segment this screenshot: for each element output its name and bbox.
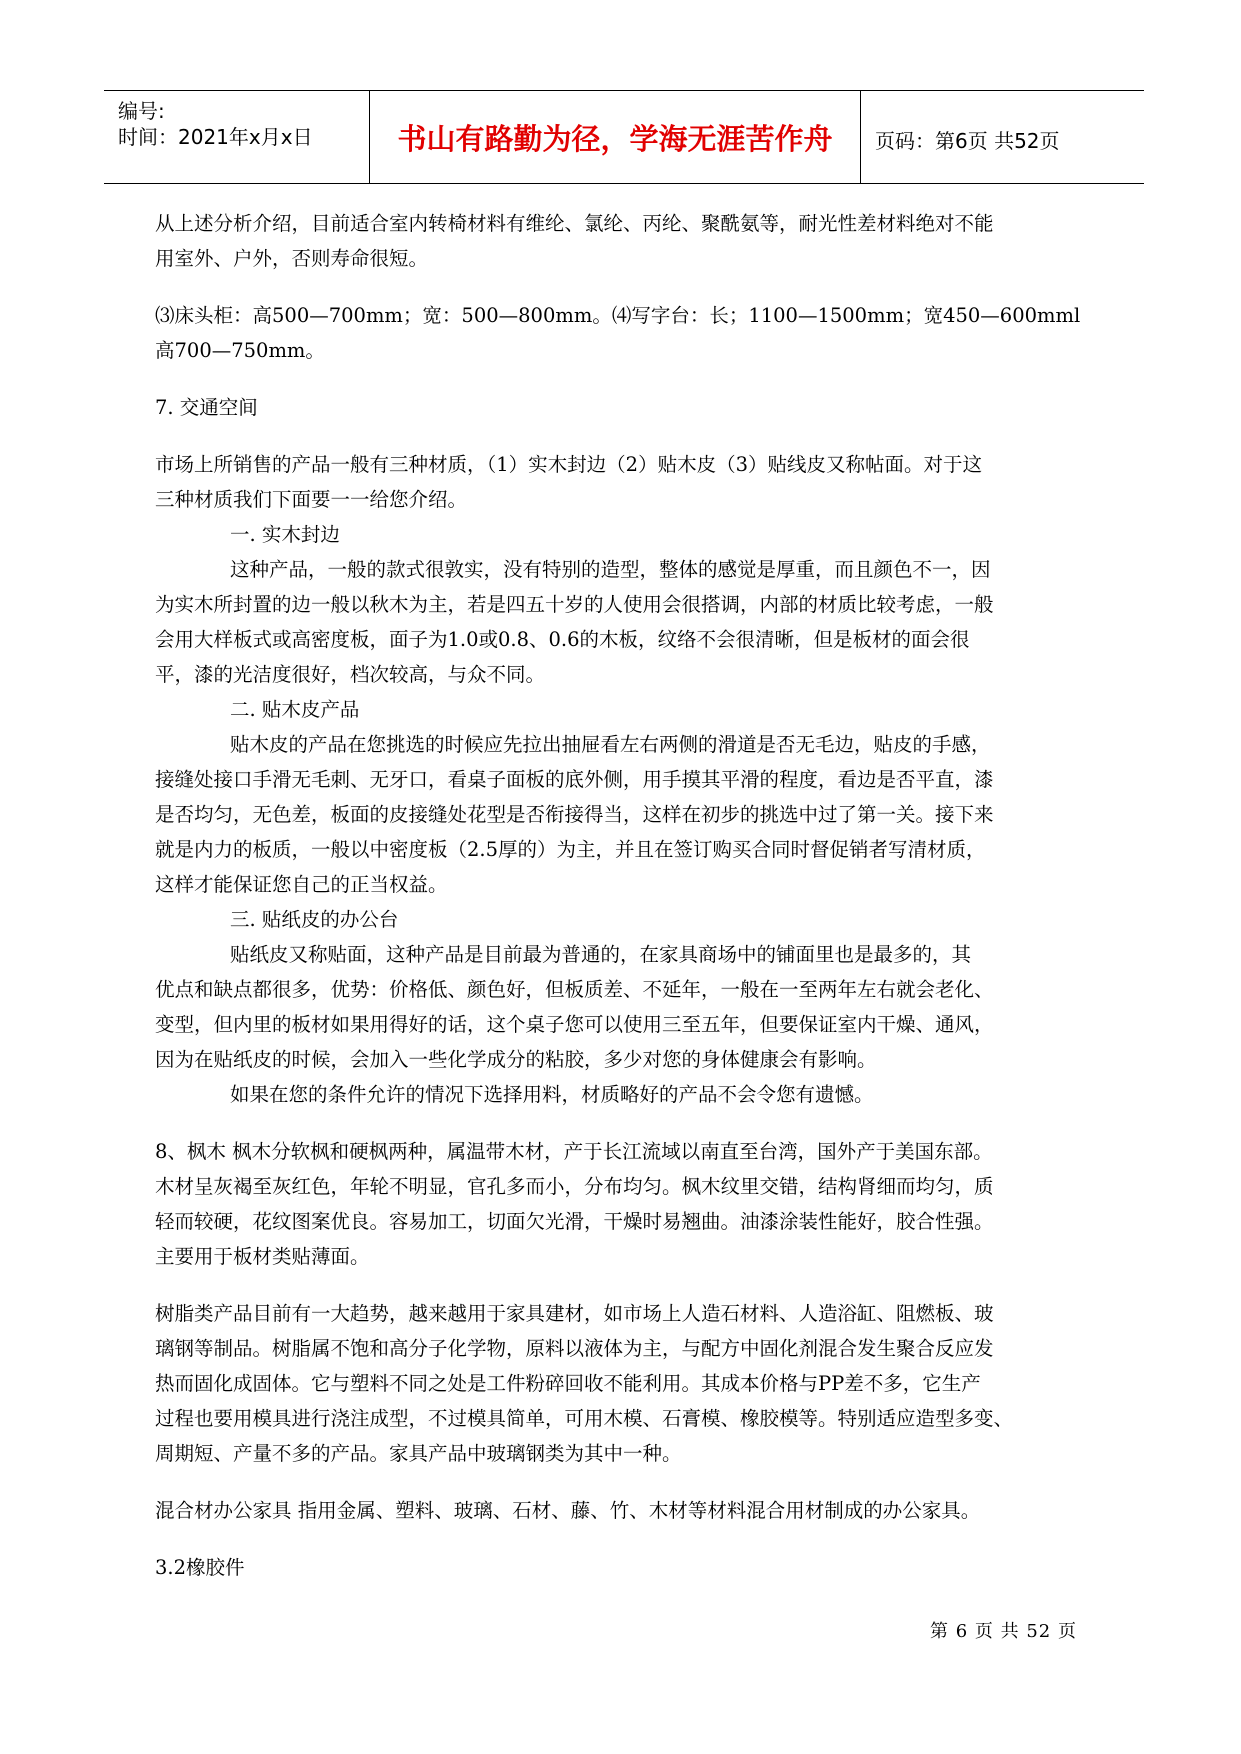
subsection-title: 一. 实木封边 <box>230 523 340 546</box>
text-line: 木材呈灰褐至灰红色，年轮不明显，官孔多而小，分布均匀。枫木纹里交错，结构肾细而均匀，质 <box>155 1175 994 1198</box>
section-heading: 3.2橡胶件 <box>155 1556 245 1579</box>
text-line: 从上述分析介绍，目前适合室内转椅材料有维纶、氯纶、丙纶、聚酰氨等，耐光性差材料绝对不能 <box>155 212 994 235</box>
text-line: 璃钢等制品。树脂属不饱和高分子化学物，原料以液体为主，与配方中固化剂混合发生聚合反应发 <box>155 1337 994 1360</box>
text-line: 会用大样板式或高密度板，面子为1.0或0.8、0.6的木板，纹络不会很清晰，但是板材的面会很 <box>155 628 970 651</box>
header-motto: 书山有路勤为径，学海无涯苦作舟 <box>397 122 833 156</box>
text-line: 如果在您的条件允许的情况下选择用料，材质略好的产品不会令您有遗憾。 <box>230 1083 874 1106</box>
header-info-cell <box>104 91 369 183</box>
header-page-number: 页码：第6页 共52页 <box>875 129 1060 153</box>
header-page-cell <box>861 91 1144 183</box>
document-number-label: 编号: <box>118 99 165 123</box>
text-line: 高700—750mm。 <box>155 339 325 362</box>
header-motto-cell <box>369 91 861 183</box>
page-header <box>104 90 1144 184</box>
section-heading: 7. 交通空间 <box>155 396 258 419</box>
document-time-label: 时间：2021年x月x日 <box>118 125 313 149</box>
text-line: 这种产品，一般的款式很敦实，没有特别的造型，整体的感觉是厚重，而且颜色不一，因 <box>230 558 991 581</box>
text-line: 贴木皮的产品在您挑选的时候应先拉出抽屉看左右两侧的滑道是否无毛边，贴皮的手感， <box>230 733 991 756</box>
text-line: 热而固化成固体。它与塑料不同之处是工件粉碎回收不能利用。其成本价格与PP差不多，它生产 <box>155 1372 981 1395</box>
text-line: 过程也要用模具进行浇注成型，不过模具简单，可用木模、石膏模、橡胶模等。特别适应造型多变、 <box>155 1407 1014 1430</box>
text-line: 树脂类产品目前有一大趋势，越来越用于家具建材，如市场上人造石材料、人造浴缸、阻燃板、玻 <box>155 1302 994 1325</box>
text-line: 三种材质我们下面要一一给您介绍。 <box>155 488 468 511</box>
text-line: 8、枫木 枫木分软枫和硬枫两种，属温带木材，产于长江流域以南直至台湾，国外产于美国东部。 <box>155 1140 993 1163</box>
text-line: 贴纸皮又称贴面，这种产品是目前最为普通的，在家具商场中的铺面里也是最多的，其 <box>230 943 972 966</box>
subsection-title: 三. 贴纸皮的办公台 <box>230 908 399 931</box>
subsection-title: 二. 贴木皮产品 <box>230 698 360 721</box>
text-line: 变型，但内里的板材如果用得好的话，这个桌子您可以使用三至五年，但要保证室内干燥、通风， <box>155 1013 994 1036</box>
text-line: ⑶床头柜：高500—700mm；宽：500—800mm。⑷写字台：长；1100—1500mm；宽450—600mml <box>155 304 1081 327</box>
page-footer: 第 6 页 共 52 页 <box>930 1621 1077 1642</box>
text-line: 优点和缺点都很多，优势：价格低、颜色好，但板质差、不延年，一般在一至两年左右就会老化、 <box>155 978 994 1001</box>
text-line: 就是内力的板质，一般以中密度板（2.5厚的）为主，并且在签订购买合同时督促销者写清材质， <box>155 838 986 861</box>
text-line: 为实木所封置的边一般以秋木为主，若是四五十岁的人使用会很搭调，内部的材质比较考虑，一般 <box>155 593 994 616</box>
text-line: 周期短、产量不多的产品。家具产品中玻璃钢类为其中一种。 <box>155 1442 682 1465</box>
text-line: 这样才能保证您自己的正当权益。 <box>155 873 448 896</box>
text-line: 轻而较硬，花纹图案优良。容易加工，切面欠光滑，干燥时易翘曲。油漆涂装性能好，胶合性强。 <box>155 1210 994 1233</box>
text-line: 是否均匀，无色差，板面的皮接缝处花型是否衔接得当，这样在初步的挑选中过了第一关。接下来 <box>155 803 994 826</box>
text-line: 平，漆的光洁度很好，档次较高，与众不同。 <box>155 663 546 686</box>
text-line: 接缝处接口手滑无毛刺、无牙口，看桌子面板的底外侧，用手摸其平滑的程度，看边是否平直，漆 <box>155 768 994 791</box>
text-line: 用室外、户外，否则寿命很短。 <box>155 247 429 270</box>
text-line: 主要用于板材类贴薄面。 <box>155 1245 370 1268</box>
document-body <box>155 206 1095 1585</box>
text-line: 市场上所销售的产品一般有三种材质，（1）实木封边（2）贴木皮（3）贴线皮又称帖面。对于这 <box>155 453 982 476</box>
text-line: 因为在贴纸皮的时候，会加入一些化学成分的粘胶，多少对您的身体健康会有影响。 <box>155 1048 877 1071</box>
text-line: 混合材办公家具 指用金属、塑料、玻璃、石材、藤、竹、木材等材料混合用材制成的办公家具。 <box>155 1499 981 1522</box>
